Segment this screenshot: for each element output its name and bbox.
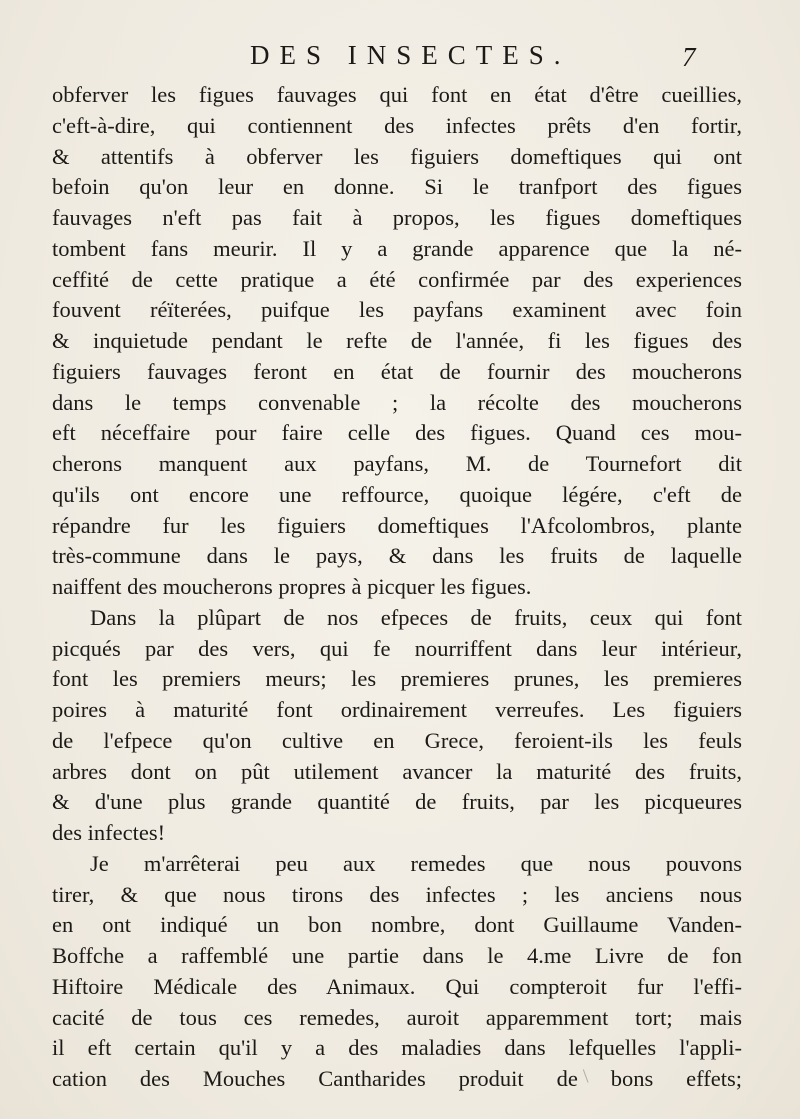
- text-line: fauvages n'eft pas fait à propos, les figues domeftiques: [52, 205, 742, 230]
- text-line: ceffité de cette pratique a été confirmée par des experiences: [52, 266, 742, 292]
- text-line: arbres dont on pût utilement avancer la maturité des fruits,: [52, 758, 742, 784]
- text-line: cation des Mouches Cantharides produit de bons effets;: [52, 1066, 742, 1091]
- text-line: de l'efpece qu'on cultive en Grece, feroient-ils les feuls: [52, 727, 742, 753]
- text-line: poires à maturité font ordinairement verreufes. Les figuiers: [52, 697, 742, 722]
- text-line: Hiftoire Médicale des Animaux. Qui compteroit fur l'effi-: [52, 973, 742, 999]
- paragraph-start-line: Dans la plûpart de nos efpeces de fruits, ceux qui font: [90, 604, 742, 630]
- text-line: eft néceffaire pour faire celle des figues. Quand ces mou-: [52, 420, 742, 446]
- text-line: fouvent réïterées, puifque les payfans examinent avec foin: [52, 297, 742, 323]
- running-title: DES INSECTES.: [250, 40, 571, 70]
- text-line: befoin qu'on leur en donne. Si le tranfport des figues: [52, 174, 742, 200]
- text-line: cherons manquent aux payfans, M. de Tournefort dit: [52, 451, 742, 476]
- running-head: [0, 38, 800, 72]
- text-line: & d'une plus grande quantité de fruits, par les picqueures: [52, 789, 742, 815]
- text-line: tombent fans meurir. Il y a grande apparence que la né-: [52, 235, 742, 261]
- text-line: obferver les figues fauvages qui font en état d'être cueillies,: [52, 82, 742, 107]
- page-number: 7: [682, 42, 696, 72]
- text-line: dans le temps convenable ; la récolte des moucherons: [52, 389, 742, 415]
- text-line: & inquietude pendant le refte de l'année, fi les figues des: [52, 328, 742, 353]
- text-line: en ont indiqué un bon nombre, dont Guillaume Vanden-: [52, 912, 742, 938]
- text-line: picqués par des vers, qui fe nourriffent dans leur intérieur,: [52, 635, 742, 661]
- body-text: [52, 80, 742, 1095]
- text-line: très-commune dans le pays, & dans les fruits de laquelle: [52, 543, 742, 569]
- text-line: Boffche a raffemblé une partie dans le 4.me Livre de fon: [52, 943, 742, 968]
- text-line: c'eft-à-dire, qui contiennent des infectes prêts d'en fortir,: [52, 112, 742, 138]
- paragraph-end-line: des infectes!: [52, 820, 166, 845]
- text-line: répandre fur les figuiers domeftiques l'Afcolombros, plante: [52, 512, 742, 538]
- text-line: figuiers fauvages feront en état de fournir des moucherons: [52, 358, 742, 384]
- text-line: cacité de tous ces remedes, auroit apparemment tort; mais: [52, 1004, 742, 1030]
- text-line: qu'ils ont encore une reffource, quoique légére, c'eft de: [52, 481, 742, 507]
- paragraph-start-line: Je m'arrêterai peu aux remedes que nous pouvons: [90, 850, 742, 876]
- paragraph-end-line: naiffent des moucherons propres à picquer les figues.: [52, 574, 532, 599]
- text-line: tirer, & que nous tirons des infectes ; les anciens nous: [52, 881, 742, 907]
- text-line: font les premiers meurs; les premieres prunes, les premieres: [52, 666, 742, 692]
- text-line: & attentifs à obferver les figuiers domeftiques qui ont: [52, 143, 742, 169]
- text-line: il eft certain qu'il y a des maladies dans lefquelles l'appli-: [52, 1035, 742, 1061]
